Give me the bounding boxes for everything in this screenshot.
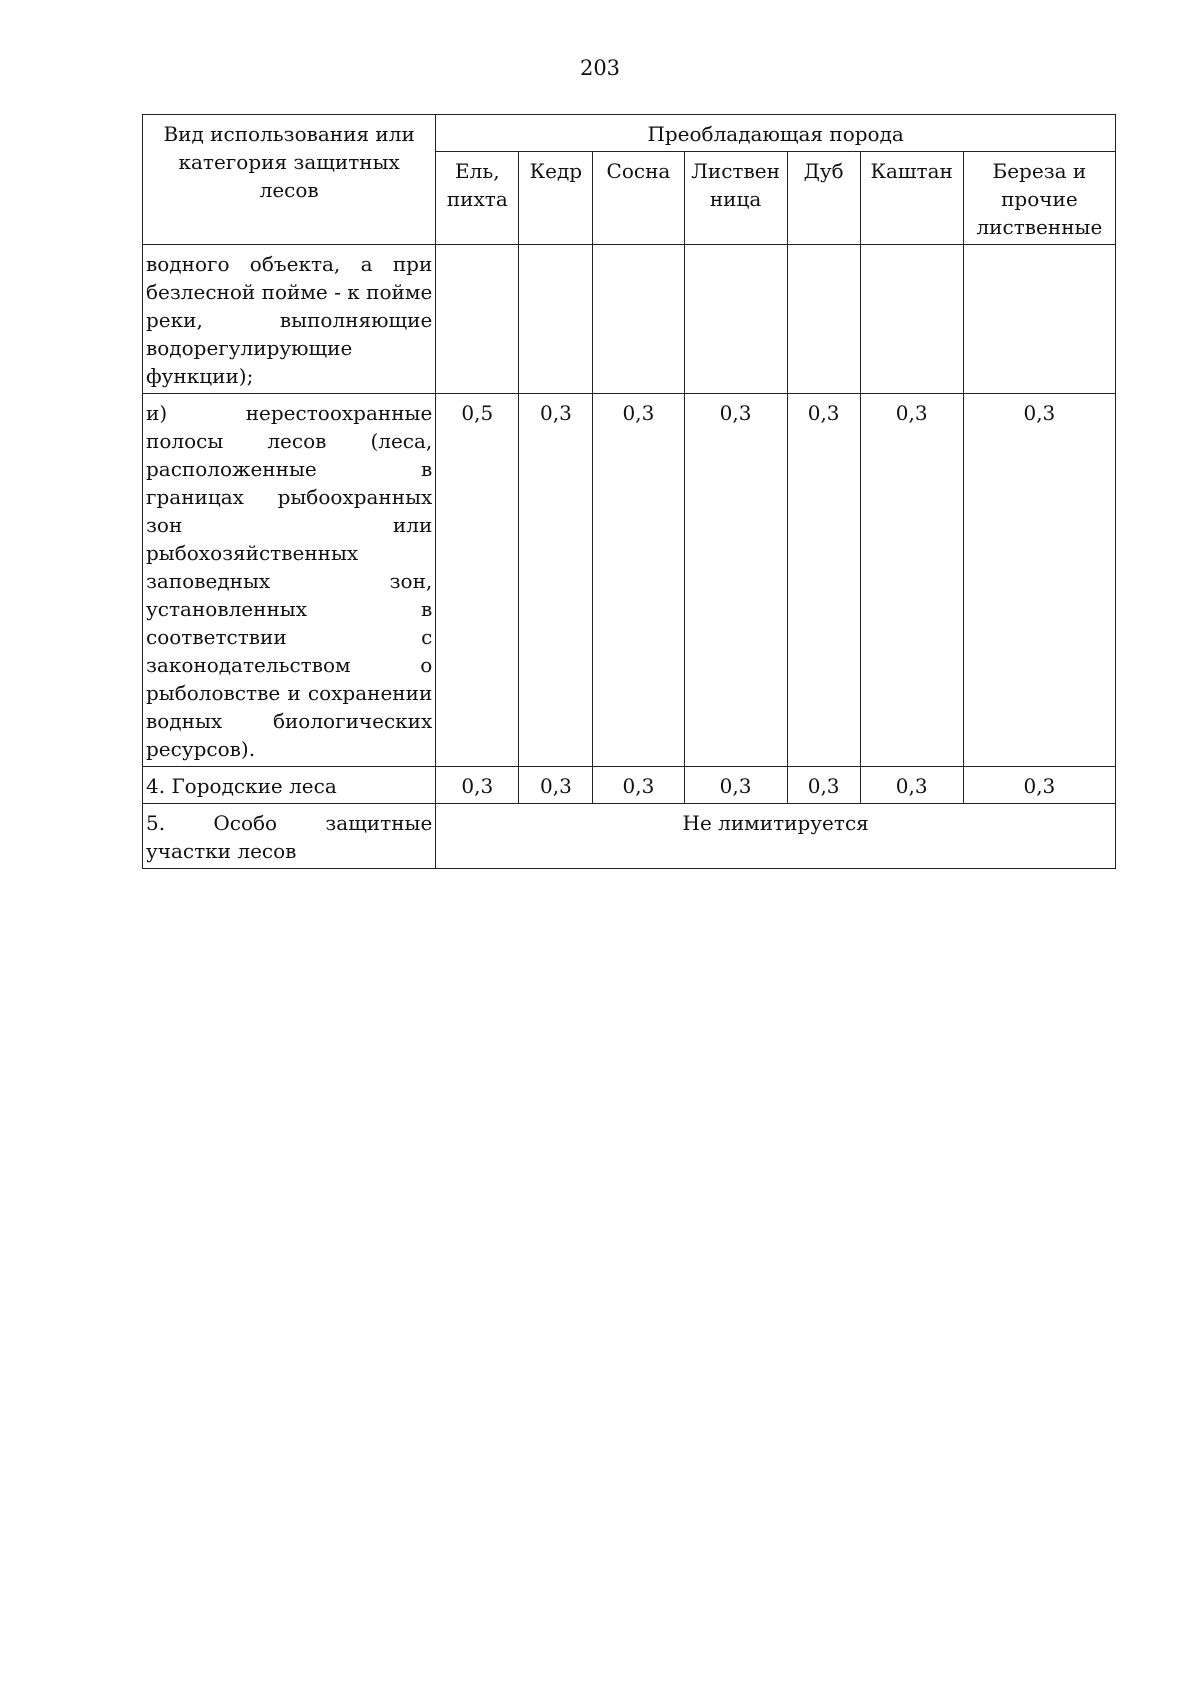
row-value: 0,3: [787, 767, 860, 804]
row-value: 0,3: [963, 394, 1115, 767]
header-species-cedar: Кедр: [519, 152, 593, 245]
table-row: [143, 394, 1116, 767]
row-value: 0,5: [436, 394, 519, 767]
row-value: 0,3: [684, 394, 787, 767]
table-row: [143, 804, 1116, 869]
row-label: водного объекта, а при безлесной пойме - к пойме реки, выполняющие водорегулирующие функции);: [143, 245, 436, 394]
row-value: 0,3: [963, 767, 1115, 804]
header-species-larch: Листвен ница: [684, 152, 787, 245]
norms-table: [142, 114, 1116, 869]
row-value: 0,3: [519, 394, 593, 767]
table-row: [143, 767, 1116, 804]
row-value: 0,3: [860, 394, 963, 767]
row-value: 0,3: [519, 767, 593, 804]
row-label: 5. Особо защитные участки лесов: [143, 804, 436, 869]
row-value: 0,3: [860, 767, 963, 804]
row-value: 0,3: [787, 394, 860, 767]
row-value: 0,3: [684, 767, 787, 804]
row-value: 0,3: [593, 767, 684, 804]
header-species-oak: Дуб: [787, 152, 860, 245]
row-value: 0,3: [593, 394, 684, 767]
header-usage-type: Вид использования или категория защитных лесов: [143, 115, 436, 245]
header-row-1: [143, 115, 1116, 152]
row-value: 0,3: [436, 767, 519, 804]
header-species-chestnut: Каштан: [860, 152, 963, 245]
header-species-spruce-fir: Ель, пихта: [436, 152, 519, 245]
header-species-birch-other: Береза и прочие лиственные: [963, 152, 1115, 245]
row-value: [963, 245, 1115, 394]
row-value: [684, 245, 787, 394]
row-value: [593, 245, 684, 394]
header-species-pine: Сосна: [593, 152, 684, 245]
row-value: [519, 245, 593, 394]
row-value: [436, 245, 519, 394]
row-value-unlimited: Не лимитируется: [436, 804, 1116, 869]
row-value: [860, 245, 963, 394]
row-label: 4. Городские леса: [143, 767, 436, 804]
page-number: 203: [579, 56, 621, 80]
row-value: [787, 245, 860, 394]
header-dominant-species: Преобладающая порода: [436, 115, 1116, 152]
row-label: и) нерестоохранные полосы лесов (леса, расположенные в границах рыбоохранных зон или рыбохозяйственных заповедных зон, установленных в соответствии с законодательством о рыболовстве и сохранении водных биологических ресурсов).: [143, 394, 436, 767]
table-row: [143, 245, 1116, 394]
